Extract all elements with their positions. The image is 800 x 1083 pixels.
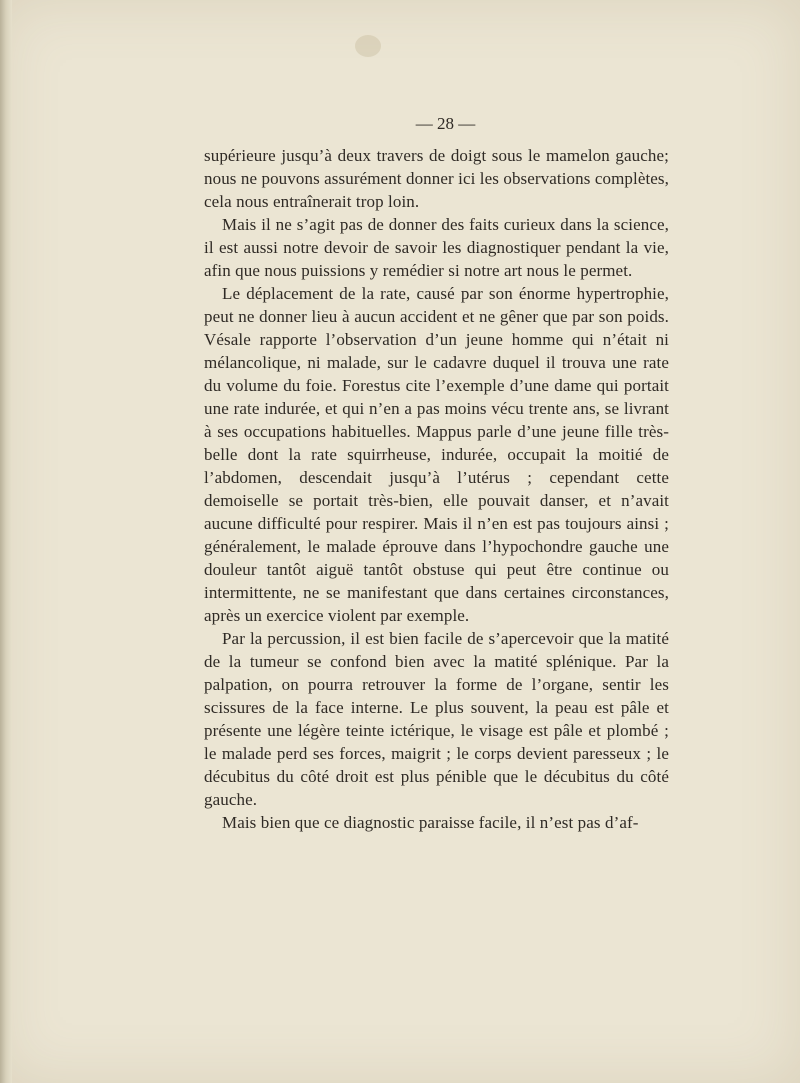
- paragraph: Mais il ne s’agit pas de donner des faits curieux dans la science, il est aussi notre devoir de savoir les diagnostiquer pendant la vie, afin que nous puissions y remédier si notre art nous le permet.: [204, 215, 669, 280]
- paragraph: Le déplacement de la rate, causé par son énorme hypertrophie, peut ne donner lieu à aucun accident et ne gêner que par son poids. Vésale rapporte l’observation d’un jeune homme qui n’était ni mélancolique, ni malade, sur le cadavre duquel il trouva une rate du volume du foie. Forestus cite l’exemple d’une dame qui portait une rate indurée, et qui n’en a pas moins vécu trente ans, se livrant à ses occupations habituelles. Mappus parle d’une jeune fille très-belle dont la rate squirrheuse, indurée, occupait la moitié de l’abdomen, descendait jusqu’à l’utérus ; cependant cette demoiselle se portait très-bien, elle pouvait danser, et n’avait aucune difficulté pour respirer. Mais il n’en est pas toujours ainsi ; généralement, le malade éprouve dans l’hypochondre gauche une douleur tantôt aiguë tantôt obstuse qui peut être continue ou intermittente, ne se manifestant que dans certaines circonstances, après un exercice violent par exemple.: [204, 284, 669, 625]
- paragraph: Par la percussion, il est bien facile de s’apercevoir que la matité de la tumeur se confond bien avec la matité splénique. Par la palpation, on pourra retrouver la forme de l’organe, sentir les scissures de la face interne. Le plus souvent, la peau est pâle et présente une légère teinte ictérique, le visage est pâle et plombé ; le malade perd ses forces, maigrit ; le corps devient paresseux ; le décubitus du côté droit est plus pénible que le décubitus du côté gauche.: [204, 629, 669, 809]
- page-number: — 28 —: [415, 114, 476, 133]
- paragraph-continuation: supérieure jusqu’à deux travers de doigt sous le mamelon gauche; nous ne pouvons assurément donner ici les observations complètes, cela nous entraînerait trop loin.: [204, 146, 669, 211]
- page-binding-edge: [0, 0, 12, 1083]
- text-column: [204, 114, 669, 834]
- paragraph-final-line: Mais bien que ce diagnostic paraisse facile, il n’est pas d’af-: [222, 813, 639, 832]
- paper-stain: [355, 35, 381, 57]
